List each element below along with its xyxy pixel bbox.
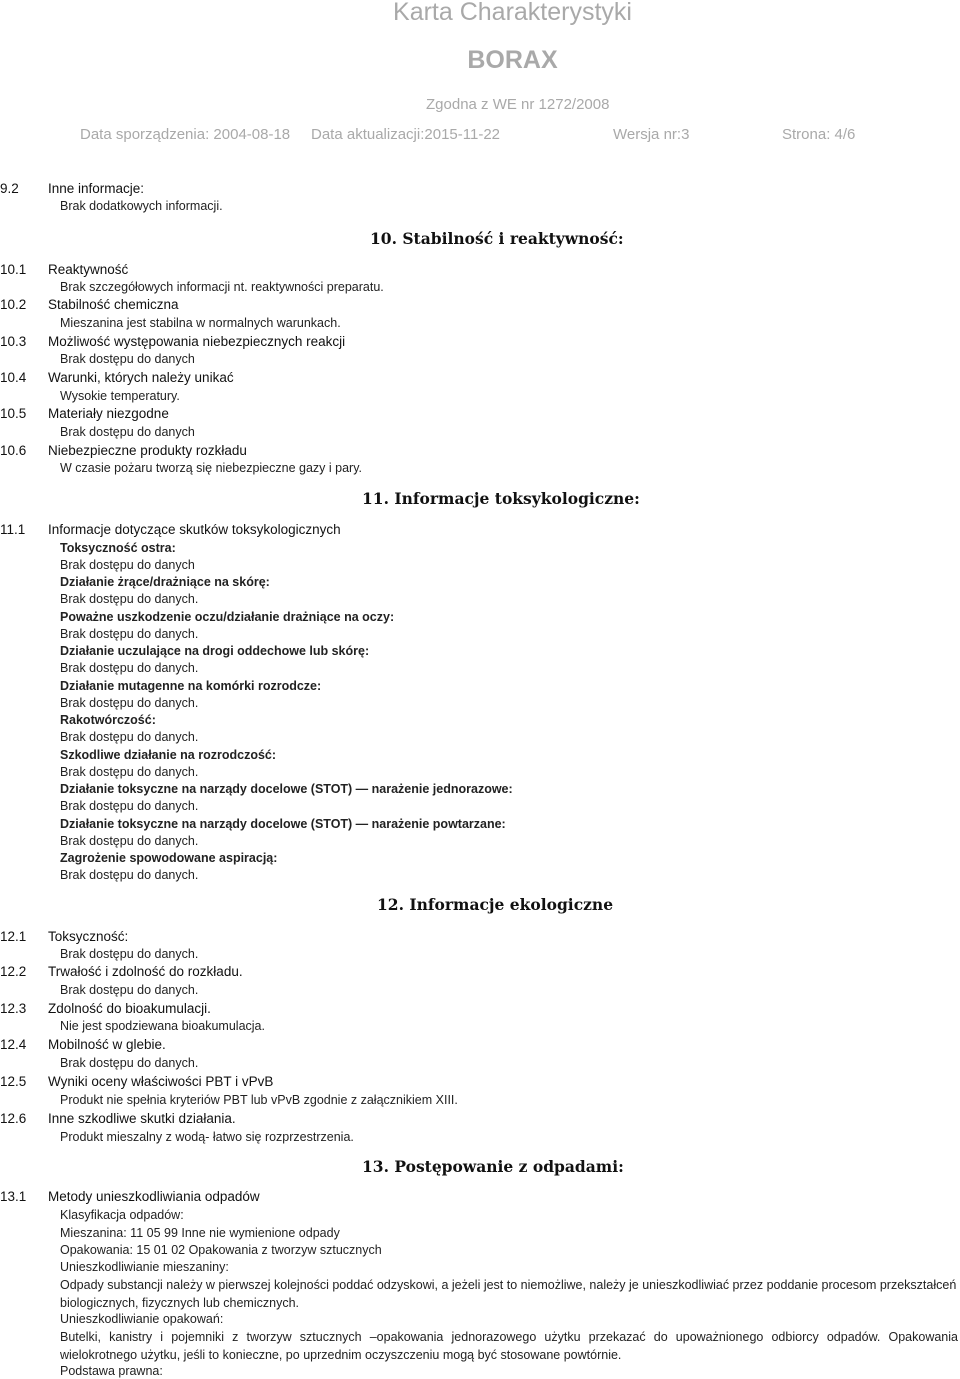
subsection-text: Brak dostępu do danych. bbox=[60, 983, 199, 997]
tox-label: Działanie toksyczne na narządy docelowe (STOT) — narażenie jednorazowe: bbox=[60, 782, 513, 796]
version-number: Wersja nr:3 bbox=[613, 126, 690, 143]
subsection-number: 12.4 bbox=[0, 1037, 27, 1052]
tox-value: Brak dostępu do danych. bbox=[60, 592, 199, 606]
tox-label: Rakotwórczość: bbox=[60, 713, 156, 727]
subsection-text: Nie jest spodziewana bioakumulacja. bbox=[60, 1019, 265, 1033]
waste-code-packaging: Opakowania: 15 01 02 Opakowania z tworzyw sztucznych bbox=[60, 1243, 382, 1257]
waste-classification-label: Klasyfikacja odpadów: bbox=[60, 1208, 184, 1222]
subsection-number: 12.6 bbox=[0, 1111, 27, 1126]
compliance-note: Zgodna z WE nr 1272/2008 bbox=[426, 96, 610, 113]
tox-label: Zagrożenie spowodowane aspiracją: bbox=[60, 851, 278, 865]
tox-label: Działanie mutagenne na komórki rozrodcze: bbox=[60, 679, 322, 693]
subsection-heading: Możliwość występowania niebezpiecznych reakcji bbox=[48, 334, 346, 349]
packaging-disposal-text: Butelki, kanistry i pojemniki z tworzyw sztucznych –opakowania jednorazowego użytku przekazać do upoważnionego odbiorcy odpadów. Opakowania wielokrotnego użytku, jeśli to konieczne, po uprzednim oczyszczeniu mogą być stosowane powtórnie. bbox=[60, 1330, 958, 1362]
subsection-heading: Reaktywność bbox=[48, 262, 129, 277]
subsection-heading: Zdolność do bioakumulacji. bbox=[48, 1001, 211, 1016]
mixture-disposal-label: Unieszkodliwianie mieszaniny: bbox=[60, 1260, 229, 1274]
tox-value: Brak dostępu do danych bbox=[60, 558, 195, 572]
subsection-heading: Inne szkodliwe skutki działania. bbox=[48, 1111, 236, 1126]
tox-label: Działanie toksyczne na narządy docelowe (STOT) — narażenie powtarzane: bbox=[60, 817, 506, 831]
subsection-text: Mieszanina jest stabilna w normalnych warunkach. bbox=[60, 316, 341, 330]
subsection-number: 9.2 bbox=[0, 181, 19, 196]
subsection-number: 12.1 bbox=[0, 929, 27, 944]
tox-label: Działanie uczulające na drogi oddechowe lub skórę: bbox=[60, 644, 370, 658]
page-number: Strona: 4/6 bbox=[782, 126, 856, 143]
subsection-heading: Stabilność chemiczna bbox=[48, 297, 179, 312]
subsection-number: 13.1 bbox=[0, 1189, 27, 1204]
tox-label: Szkodliwe działanie na rozrodczość: bbox=[60, 748, 277, 762]
subsection-text: Brak dostępu do danych. bbox=[60, 1056, 199, 1070]
subsection-number: 11.1 bbox=[0, 522, 26, 537]
subsection-text: Brak dostępu do danych. bbox=[60, 947, 199, 961]
subsection-heading: Wyniki oceny właściwości PBT i vPvB bbox=[48, 1074, 274, 1089]
subsection-heading: Toksyczność: bbox=[48, 929, 129, 944]
waste-code-mixture: Mieszanina: 11 05 99 Inne nie wymienione odpady bbox=[60, 1226, 340, 1240]
subsection-number: 10.2 bbox=[0, 297, 27, 312]
subsection-heading: Informacje dotyczące skutków toksykologicznych bbox=[48, 522, 341, 537]
subsection-number: 10.1 bbox=[0, 262, 27, 277]
subsection-heading: Mobilność w glebie. bbox=[48, 1037, 166, 1052]
tox-value: Brak dostępu do danych. bbox=[60, 627, 199, 641]
tox-value: Brak dostępu do danych. bbox=[60, 696, 199, 710]
product-name: BORAX bbox=[467, 46, 558, 74]
subsection-number: 12.5 bbox=[0, 1074, 27, 1089]
subsection-heading: Metody unieszkodliwiania odpadów bbox=[48, 1189, 260, 1204]
tox-value: Brak dostępu do danych. bbox=[60, 661, 199, 675]
subsection-number: 10.4 bbox=[0, 370, 27, 385]
subsection-number: 10.3 bbox=[0, 334, 27, 349]
section-10-title: 10. Stabilność i reaktywność: bbox=[370, 229, 624, 248]
subsection-heading: Niebezpieczne produkty rozkładu bbox=[48, 443, 247, 458]
preparation-date: Data sporządzenia: 2004-08-18 bbox=[80, 126, 291, 143]
tox-value: Brak dostępu do danych. bbox=[60, 730, 199, 744]
subsection-heading: Warunki, których należy unikać bbox=[48, 370, 234, 385]
subsection-number: 12.2 bbox=[0, 964, 27, 979]
subsection-text: Produkt mieszalny z wodą- łatwo się rozprzestrzenia. bbox=[60, 1130, 354, 1144]
tox-label: Toksyczność ostra: bbox=[60, 541, 176, 555]
subsection-heading: Inne informacje: bbox=[48, 181, 145, 196]
tox-label: Poważne uszkodzenie oczu/działanie drażniące na oczy: bbox=[60, 610, 395, 624]
subsection-text: Brak szczegółowych informacji nt. reaktywności preparatu. bbox=[60, 280, 384, 294]
update-date: Data aktualizacji:2015-11-22 bbox=[311, 126, 501, 143]
subsection-number: 10.5 bbox=[0, 406, 27, 421]
subsection-text: W czasie pożaru tworzą się niebezpieczne gazy i pary. bbox=[60, 461, 362, 475]
tox-value: Brak dostępu do danych. bbox=[60, 765, 199, 779]
subsection-number: 10.6 bbox=[0, 443, 27, 458]
packaging-disposal-label: Unieszkodliwianie opakowań: bbox=[60, 1312, 224, 1326]
tox-value: Brak dostępu do danych. bbox=[60, 834, 199, 848]
subsection-text: Brak dodatkowych informacji. bbox=[60, 199, 223, 213]
subsection-number: 12.3 bbox=[0, 1001, 27, 1016]
document-title: Karta Charakterystyki bbox=[393, 0, 632, 26]
mixture-disposal-text: Odpady substancji należy w pierwszej kolejności poddać odzyskowi, a jeżeli jest to niemożliwe, należy je unieszkodliwiać przez poddanie procesom przekształceń biologicznych, fizycznych lub chemicznych. bbox=[60, 1278, 957, 1310]
section-12-title: 12. Informacje ekologiczne bbox=[377, 895, 614, 914]
subsection-text: Brak dostępu do danych bbox=[60, 352, 195, 366]
section-13-title: 13. Postępowanie z odpadami: bbox=[362, 1157, 624, 1176]
tox-label: Działanie żrące/drażniące na skórę: bbox=[60, 575, 270, 589]
tox-value: Brak dostępu do danych. bbox=[60, 868, 199, 882]
tox-value: Brak dostępu do danych. bbox=[60, 799, 199, 813]
subsection-text: Wysokie temperatury. bbox=[60, 389, 180, 403]
subsection-heading: Trwałość i zdolność do rozkładu. bbox=[48, 964, 243, 979]
subsection-heading: Materiały niezgodne bbox=[48, 406, 169, 421]
section-11-title: 11. Informacje toksykologiczne: bbox=[362, 489, 640, 508]
subsection-text: Brak dostępu do danych bbox=[60, 425, 195, 439]
legal-basis-label: Podstawa prawna: bbox=[60, 1364, 163, 1378]
subsection-text: Produkt nie spełnia kryteriów PBT lub vPvB zgodnie z załącznikiem XIII. bbox=[60, 1093, 458, 1107]
